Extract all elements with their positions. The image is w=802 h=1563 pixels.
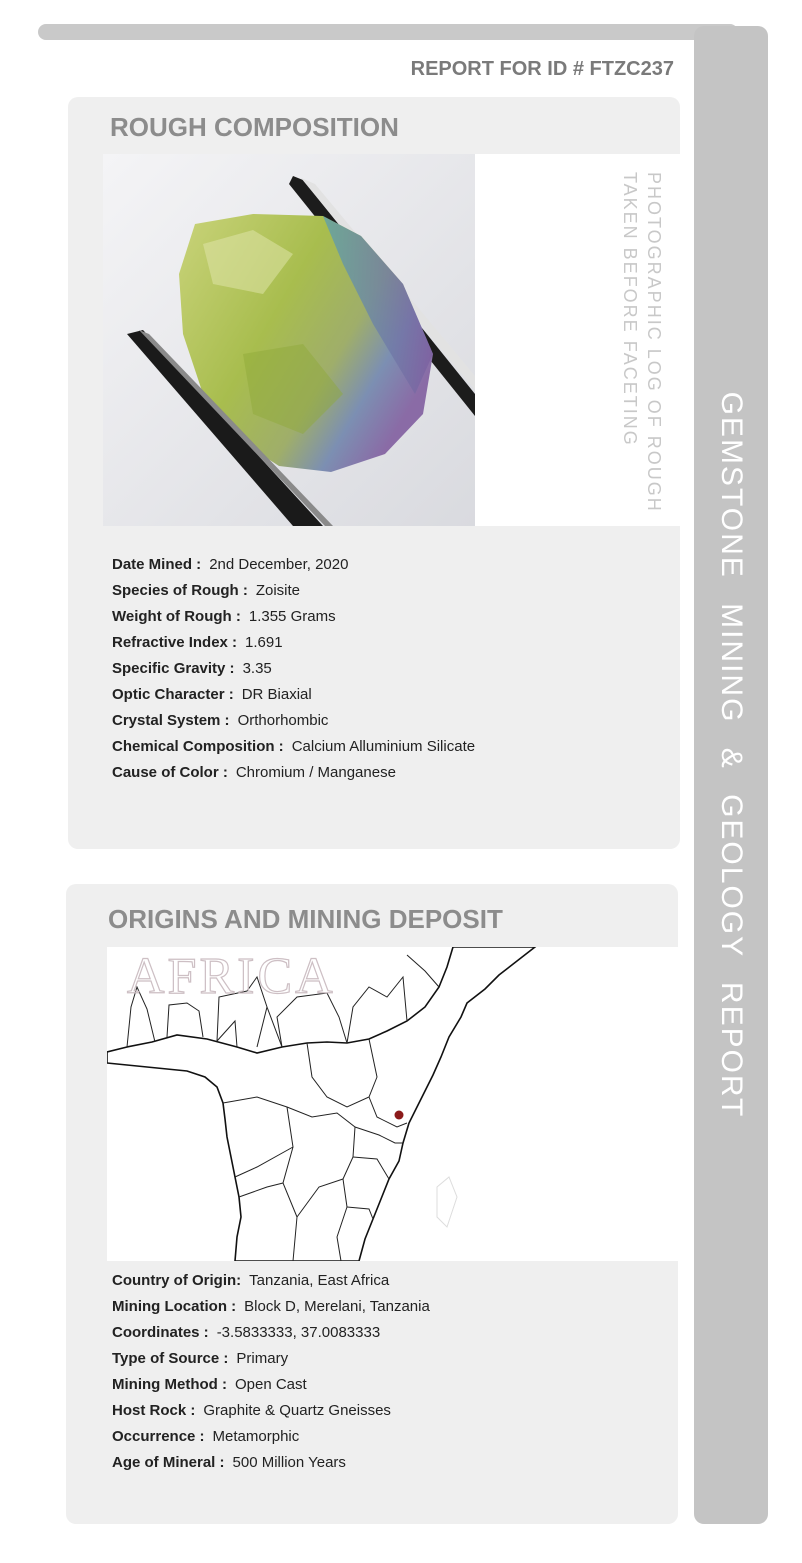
spec-label: Cause of Color : — [112, 764, 228, 781]
spec-row-country — [112, 1271, 430, 1297]
spec-label: Weight of Rough : — [112, 608, 241, 625]
spec-label: Age of Mineral : — [112, 1454, 225, 1471]
photo-caption — [618, 172, 666, 513]
spec-value: Block D, Merelani, Tanzania — [244, 1298, 430, 1315]
spec-row-age-of-mineral — [112, 1453, 430, 1479]
spec-row-specific-gravity — [112, 659, 475, 685]
side-banner-title: GEMSTONE MINING & GEOLOGY REPORT — [715, 391, 748, 1119]
spec-value: Primary — [236, 1350, 289, 1367]
spec-row-optic-character — [112, 685, 475, 711]
spec-label: Mining Location : — [112, 1298, 237, 1315]
spec-row-mining-location — [112, 1297, 430, 1323]
spec-row-chemical-composition — [112, 737, 475, 763]
spec-value: Metamorphic — [212, 1428, 300, 1445]
spec-row-crystal-system — [112, 711, 475, 737]
spec-value: Tanzania, East Africa — [249, 1272, 390, 1289]
origins-panel — [66, 884, 678, 1524]
spec-label: Date Mined : — [112, 556, 202, 573]
spec-value: 3.35 — [242, 660, 272, 677]
spec-row-host-rock — [112, 1401, 430, 1427]
spec-label: Occurrence : — [112, 1428, 205, 1445]
spec-value: Chromium / Manganese — [235, 764, 396, 781]
spec-label: Refractive Index : — [112, 634, 238, 651]
spec-label: Host Rock : — [112, 1402, 196, 1419]
photo-caption-line-1: PHOTOGRAPHIC LOG OF ROUGH — [644, 172, 664, 513]
spec-row-species — [112, 581, 475, 607]
africa-map — [107, 947, 678, 1261]
spec-row-occurrence — [112, 1427, 430, 1453]
spec-value: 2nd December, 2020 — [209, 556, 349, 573]
origin-spec-list — [112, 1271, 430, 1479]
spec-value: 1.355 Grams — [248, 608, 336, 625]
spec-label: Mining Method : — [112, 1376, 227, 1393]
spec-row-coordinates — [112, 1323, 430, 1349]
spec-row-cause-of-color — [112, 763, 475, 789]
spec-row-date-mined — [112, 555, 475, 581]
africa-map-area — [107, 947, 678, 1261]
photo-caption-line-2: TAKEN BEFORE FACETING — [620, 172, 640, 447]
spec-value: Graphite & Quartz Gneisses — [203, 1402, 391, 1419]
spec-label: Type of Source : — [112, 1350, 229, 1367]
spec-row-refractive-index — [112, 633, 475, 659]
spec-label: Specific Gravity : — [112, 660, 235, 677]
spec-row-weight — [112, 607, 475, 633]
spec-label: Chemical Composition : — [112, 738, 284, 755]
spec-value: 500 Million Years — [232, 1454, 346, 1471]
rough-composition-title: ROUGH COMPOSITION — [110, 112, 399, 142]
spec-row-type-of-source — [112, 1349, 430, 1375]
rough-composition-panel — [68, 97, 680, 849]
rough-spec-list — [112, 555, 475, 789]
spec-value: 1.691 — [245, 634, 283, 651]
mine-location-marker — [395, 1111, 404, 1120]
spec-label: Optic Character : — [112, 686, 234, 703]
report-id: REPORT FOR ID # FTZC237 — [410, 58, 674, 80]
spec-label: Coordinates : — [112, 1324, 209, 1341]
origins-title: ORIGINS AND MINING DEPOSIT — [108, 904, 503, 934]
spec-value: DR Biaxial — [241, 686, 312, 703]
spec-label: Crystal System : — [112, 712, 230, 729]
spec-row-mining-method — [112, 1375, 430, 1401]
spec-label: Country of Origin: — [112, 1272, 242, 1289]
rough-gemstone-photo — [103, 154, 475, 526]
spec-label: Species of Rough : — [112, 582, 248, 599]
spec-value: Open Cast — [234, 1376, 307, 1393]
spec-value: -3.5833333, 37.0083333 — [216, 1324, 381, 1341]
top-decorative-bar — [38, 24, 738, 40]
rough-photo-area — [103, 154, 680, 526]
spec-value: Orthorhombic — [237, 712, 329, 729]
map-continent-label: AFRICA — [127, 948, 336, 1005]
spec-value: Zoisite — [255, 582, 301, 599]
spec-value: Calcium Alluminium Silicate — [291, 738, 476, 755]
